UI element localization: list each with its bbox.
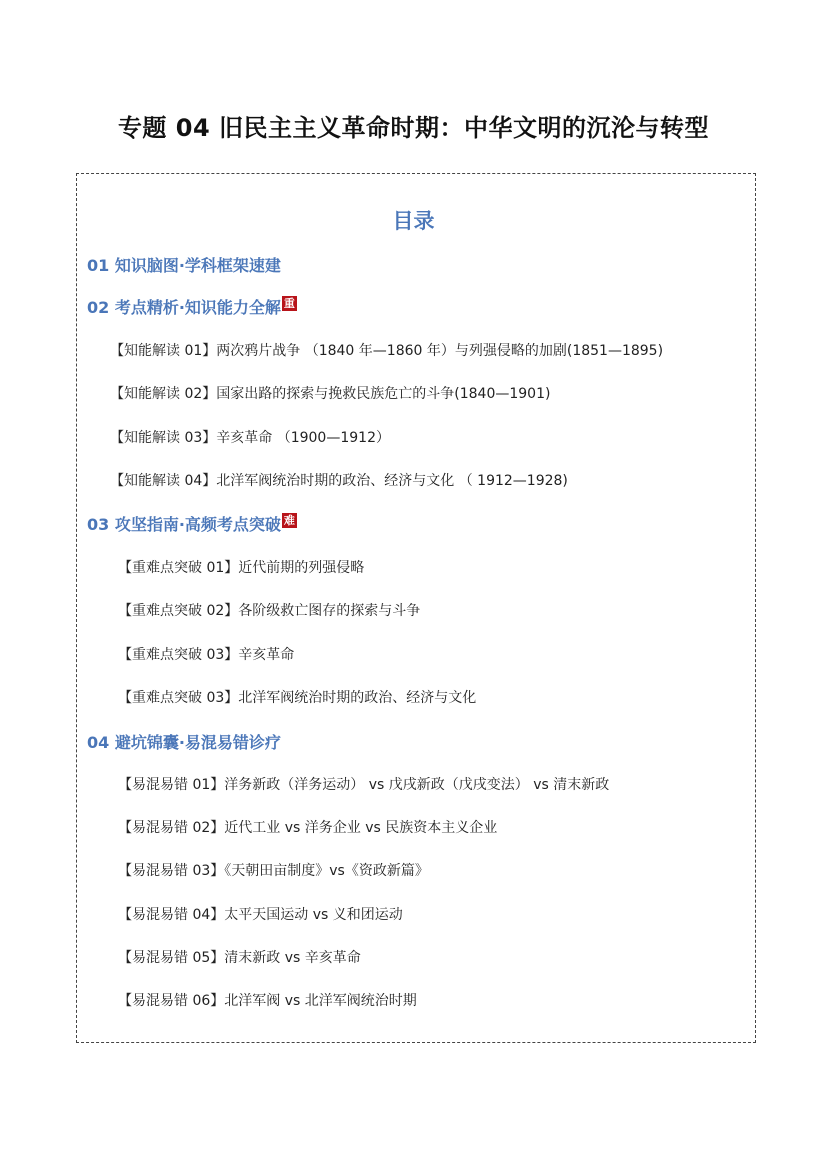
toc-section-01[interactable] (87, 253, 281, 276)
difficulty-badge: 难 (283, 514, 295, 527)
toc-item-breakthrough-03[interactable]: 【重难点突破 03】辛亥革命 (118, 647, 295, 663)
toc-section-label: 04 避坑锦囊·易混易错诊疗 (87, 733, 281, 752)
toc-section-label: 02 考点精析·知识能力全解 (87, 298, 281, 317)
toc-item-breakthrough-04[interactable]: 【重难点突破 03】北洋军阀统治时期的政治、经济与文化 (118, 690, 477, 706)
toc-item-mistake-02[interactable]: 【易混易错 02】近代工业 vs 洋务企业 vs 民族资本主义企业 (118, 820, 498, 836)
toc-item-mistake-06[interactable]: 【易混易错 06】北洋军阀 vs 北洋军阀统治时期 (118, 993, 417, 1009)
toc-item-knowledge-02[interactable]: 【知能解读 02】国家出路的探索与挽救民族危亡的斗争(1840—1901) (110, 386, 551, 402)
toc-item-mistake-01[interactable]: 【易混易错 01】洋务新政（洋务运动） vs 戊戌新政（戊戌变法） vs 清末新政 (118, 777, 610, 793)
toc-section-02[interactable] (87, 295, 297, 318)
toc-section-03[interactable] (87, 512, 297, 535)
toc-item-knowledge-03[interactable]: 【知能解读 03】辛亥革命 （1900—1912） (110, 430, 390, 446)
toc-section-label: 03 攻坚指南·高频考点突破 (87, 515, 281, 534)
toc-heading: 目录 (392, 209, 435, 233)
toc-item-knowledge-04[interactable]: 【知能解读 04】北洋军阀统治时期的政治、经济与文化 （ 1912—1928) (110, 473, 568, 489)
toc-item-mistake-03[interactable]: 【易混易错 03】《天朝田亩制度》vs《资政新篇》 (118, 863, 429, 879)
toc-item-knowledge-01[interactable]: 【知能解读 01】两次鸦片战争 （1840 年—1860 年）与列强侵略的加剧(1851—1895) (110, 343, 664, 359)
toc-item-mistake-04[interactable]: 【易混易错 04】太平天国运动 vs 义和团运动 (118, 907, 403, 923)
toc-item-breakthrough-01[interactable]: 【重难点突破 01】近代前期的列强侵略 (118, 560, 365, 576)
document-title: 专题 04 旧民主主义革命时期：中华文明的沉沦与转型 (117, 114, 710, 142)
toc-item-mistake-05[interactable]: 【易混易错 05】清末新政 vs 辛亥革命 (118, 950, 361, 966)
toc-item-breakthrough-02[interactable]: 【重难点突破 02】各阶级救亡图存的探索与斗争 (118, 603, 421, 619)
key-point-badge: 重 (283, 297, 295, 310)
toc-section-label: 01 知识脑图·学科框架速建 (87, 256, 281, 275)
toc-section-04[interactable] (87, 730, 281, 753)
